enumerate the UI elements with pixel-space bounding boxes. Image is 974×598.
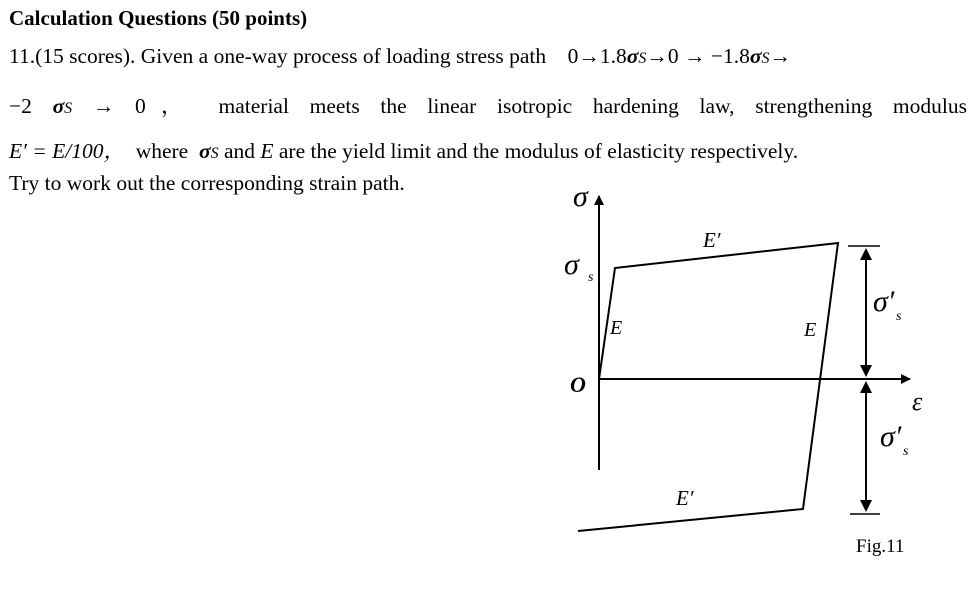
upper-stress-range-label: σ′ bbox=[873, 285, 895, 318]
stress-path-start: 0→1.8 bbox=[567, 44, 627, 68]
stress-path-continued: −2 σS → 0， bbox=[9, 94, 198, 118]
sigma-s-subscript: S bbox=[761, 50, 770, 67]
question-intro: 11.(15 scores). Given a one-way process of loading stress path bbox=[9, 44, 547, 68]
yield-stress-subscript: s bbox=[588, 270, 594, 285]
lower-stress-range-subscript: s bbox=[903, 444, 909, 459]
upper-stress-range-subscript: s bbox=[896, 309, 902, 324]
stress-path-end: → bbox=[769, 44, 791, 68]
sigma-s-symbol: σ bbox=[52, 94, 65, 118]
material-description: material meets the linear isotropic hardening law, strengthening modulus bbox=[218, 94, 967, 118]
figure-caption: Fig.11 bbox=[856, 536, 905, 557]
epsilon-axis-label: ε bbox=[912, 387, 923, 416]
sigma-s-symbol: σ bbox=[749, 44, 762, 68]
upper-dimension-arrow-up bbox=[860, 248, 872, 260]
upper-dimension-arrow-down bbox=[860, 365, 872, 377]
modulus-symbol: E bbox=[260, 139, 274, 163]
sigma-axis-label: σ bbox=[573, 180, 588, 213]
where-word: where bbox=[135, 139, 189, 163]
lower-dimension-arrow-down bbox=[860, 500, 872, 512]
question-line-4: Try to work out the corresponding strain path. bbox=[9, 171, 405, 195]
sigma-s-symbol: σ bbox=[198, 139, 211, 163]
definition-text: are the yield limit and the modulus of elasticity respectively. bbox=[278, 139, 799, 163]
origin-label: O bbox=[570, 372, 586, 397]
elastic-modulus-label-left: E bbox=[610, 317, 623, 339]
sigma-s-subscript: S bbox=[64, 100, 73, 117]
stress-path-mid: →0 → −1.8 bbox=[646, 44, 750, 68]
lower-stress-range-label: σ′ bbox=[880, 420, 902, 453]
strain-path bbox=[578, 243, 838, 531]
sigma-s-symbol: σ bbox=[626, 44, 639, 68]
hardening-modulus-label-top: E′ bbox=[703, 228, 721, 252]
sigma-s-subscript: S bbox=[638, 50, 647, 67]
section-heading: Calculation Questions (50 points) bbox=[9, 6, 308, 30]
modulus-formula: E′ = E/100， bbox=[9, 139, 125, 163]
elastic-modulus-label-right: E bbox=[804, 319, 817, 341]
sigma-s-subscript: S bbox=[210, 145, 219, 162]
lower-dimension-arrow-up bbox=[860, 381, 872, 393]
and-word: and bbox=[223, 139, 255, 163]
yield-stress-label: σ bbox=[564, 248, 579, 281]
hardening-modulus-label-bottom: E′ bbox=[676, 486, 694, 510]
